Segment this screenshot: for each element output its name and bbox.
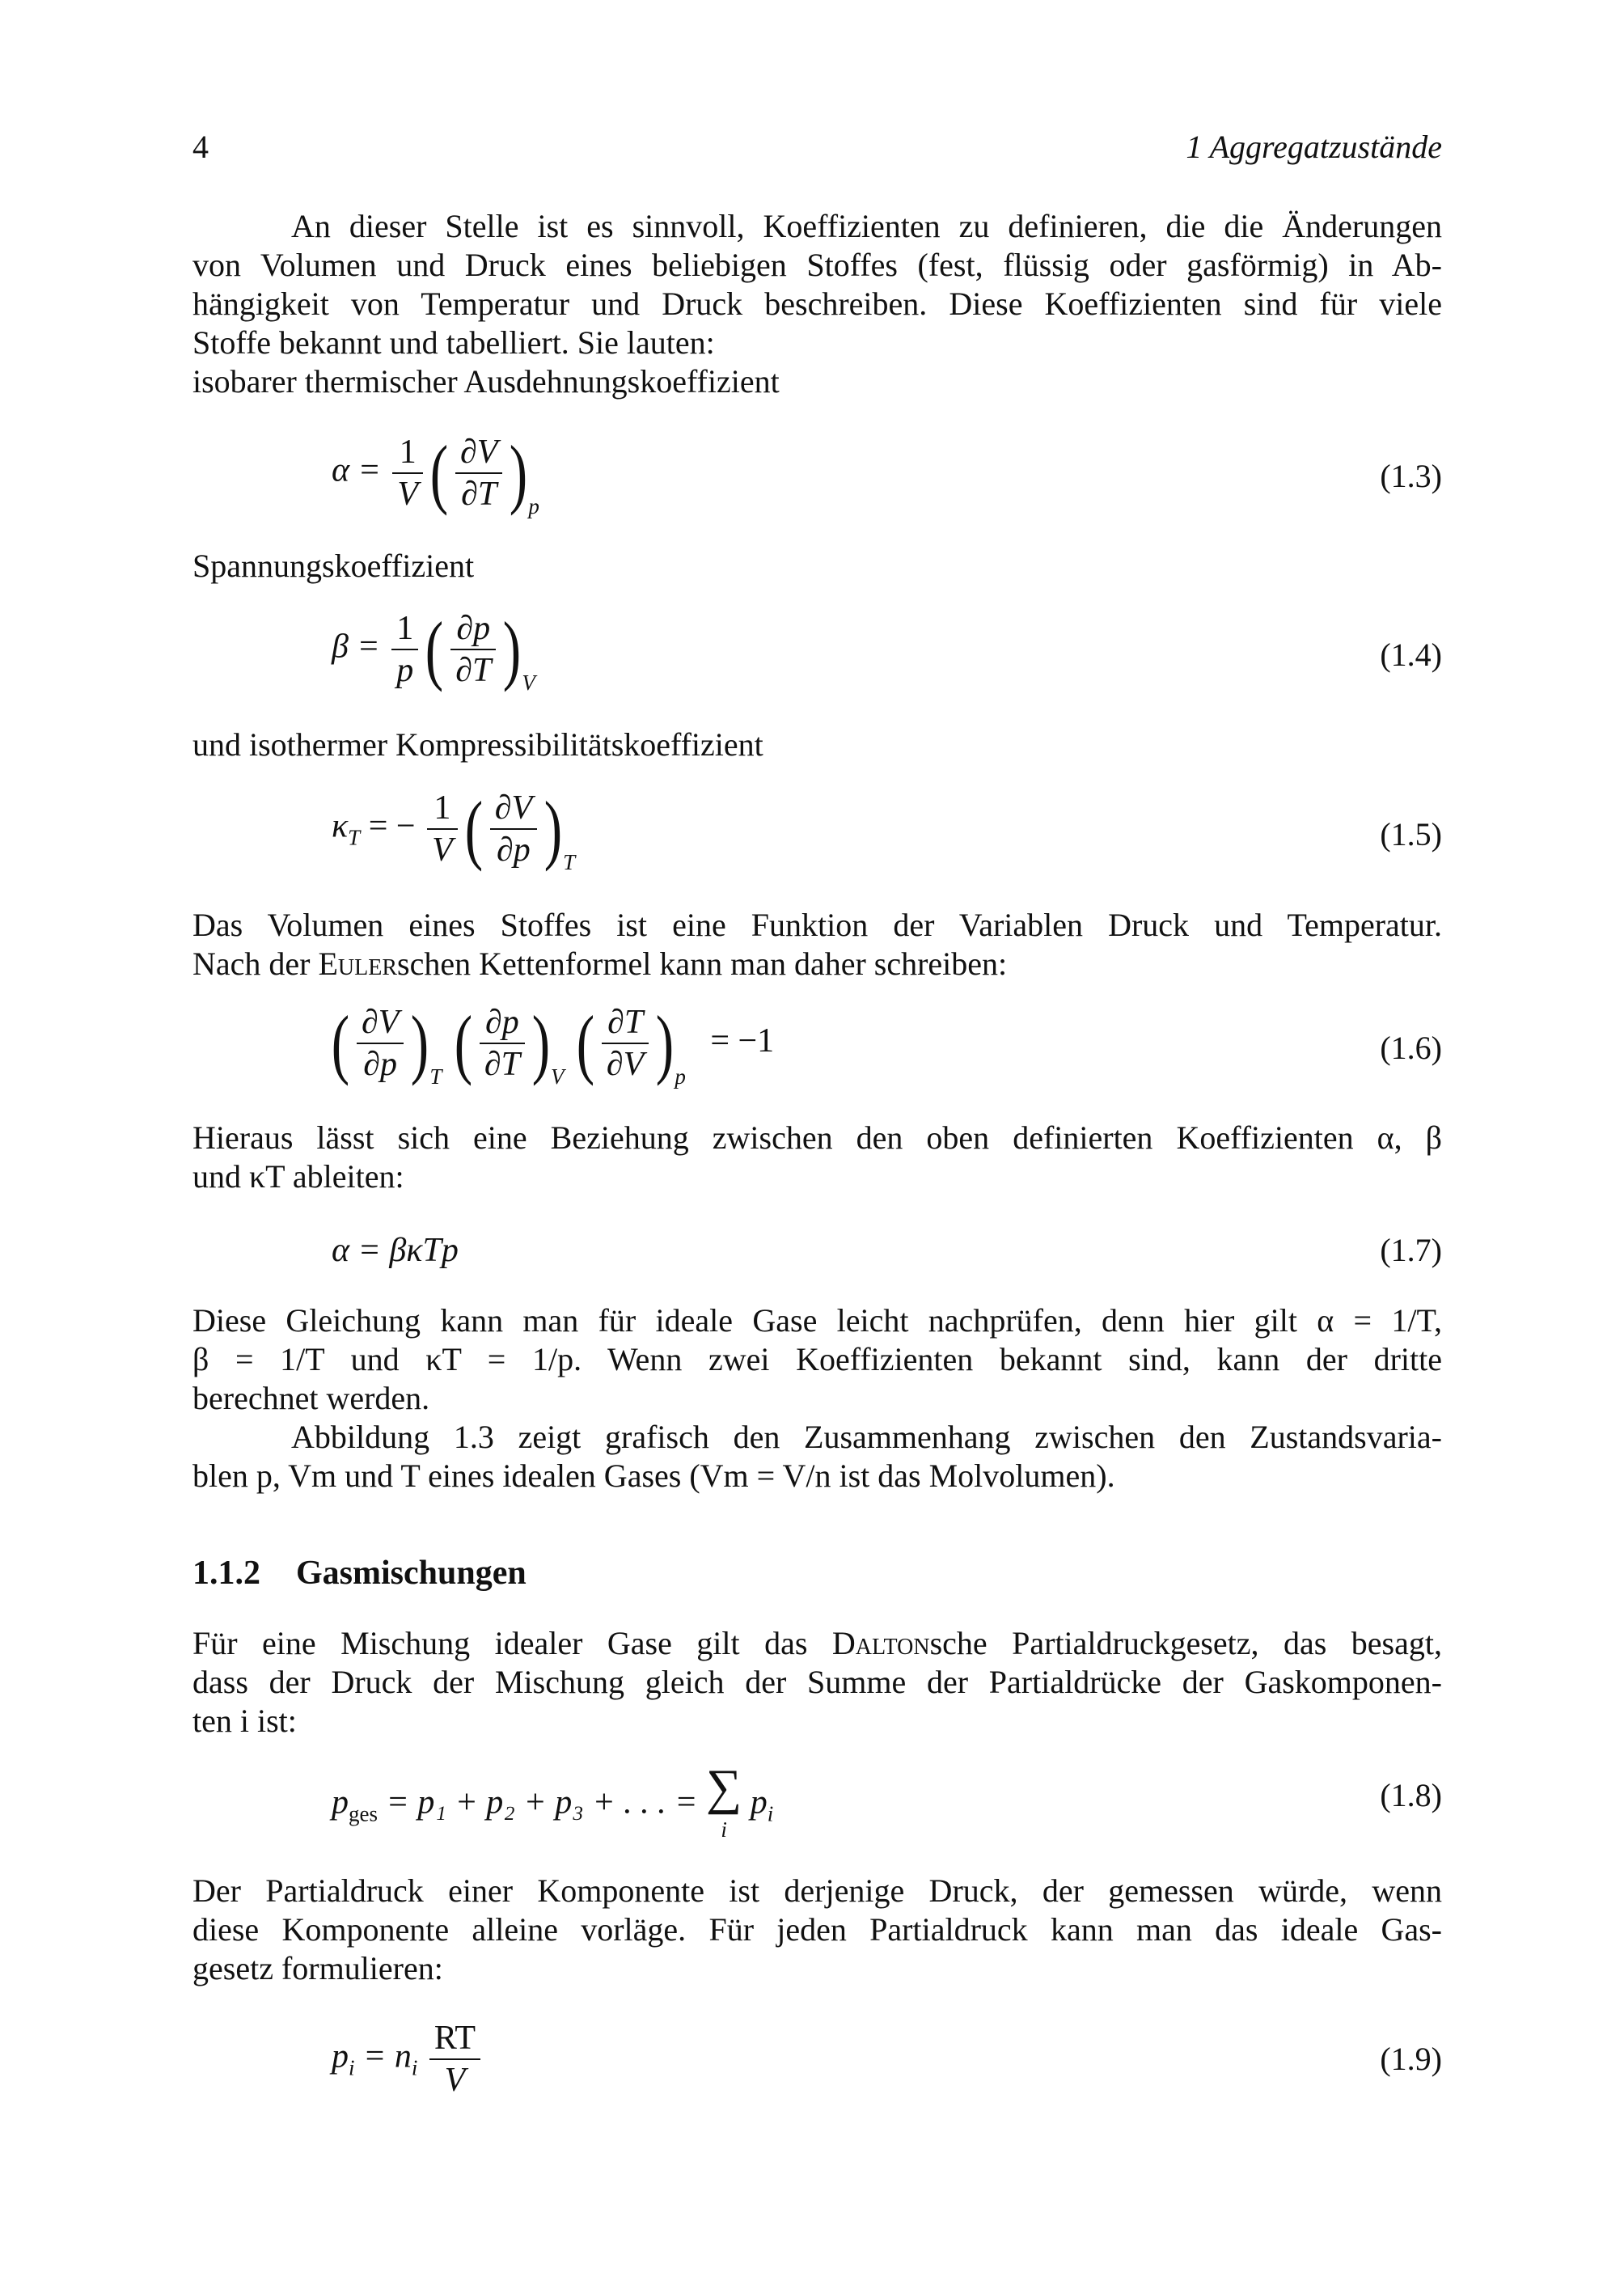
fraction bbox=[391, 608, 418, 691]
deriv-sub: p bbox=[528, 493, 539, 518]
left-paren: ( bbox=[576, 1000, 595, 1086]
para7-line1: Der Partialdruck einer Komponente ist derjenige Druck, der gemessen würde, wenn bbox=[192, 1872, 1442, 1909]
section-number: 1.1.2 bbox=[192, 1555, 260, 1592]
para3-line1: Hieraus lässt sich eine Beziehung zwischen den oben definierten Koeffizienten α, β bbox=[192, 1119, 1442, 1156]
section-title: Gasmischungen bbox=[296, 1555, 527, 1592]
eq-sign: = − bbox=[368, 807, 416, 845]
left-paren: ( bbox=[425, 606, 444, 692]
frac-num: 1 bbox=[391, 608, 418, 650]
para2-line2 bbox=[192, 945, 1442, 984]
para1-line1: An dieser Stelle ist es sinnvoll, Koeffizienten zu definieren, die die Änderungen bbox=[291, 208, 1442, 244]
para1-line2: von Volumen und Druck eines beliebigen Stoffes (fest, flüssig oder gasförmig) in Ab- bbox=[192, 247, 1442, 283]
equation-number: (1.7) bbox=[1380, 1232, 1442, 1268]
para4-line3: berechnet werden. bbox=[192, 1380, 430, 1416]
eq-lhs-sub: i bbox=[349, 2055, 355, 2080]
eq-sign-sub: i bbox=[411, 2055, 418, 2080]
eq-lhs: β = bbox=[332, 628, 380, 666]
para4-line1: Diese Gleichung kann man für ideale Gase leicht nachprüfen, denn hier gilt α = 1/T, bbox=[192, 1302, 1442, 1339]
eq-lhs-sub: T bbox=[348, 825, 361, 850]
right-paren: ) bbox=[503, 606, 522, 692]
text: Nach der bbox=[192, 946, 319, 982]
frac-den: V bbox=[397, 476, 419, 513]
para4-line2: β = 1/T und κT = 1/p. Wenn zwei Koeffizienten bekannt sind, kann der dritte bbox=[192, 1341, 1442, 1377]
deriv-num: ∂V bbox=[455, 432, 502, 474]
frac-den: V bbox=[444, 2062, 466, 2099]
deriv-sub: T bbox=[429, 1064, 442, 1089]
para1-line4: Stoffe bekannt und tabelliert. Sie lauten: bbox=[192, 324, 715, 361]
para6-line1 bbox=[192, 1624, 1442, 1663]
para5-line2: blen p, Vm und T eines idealen Gases (Vm = V/n ist das Molvolumen). bbox=[192, 1457, 1115, 1494]
equation-1-9 bbox=[332, 2018, 484, 2101]
deriv-den: ∂T bbox=[461, 476, 497, 513]
sum-symbol: ∑ bbox=[706, 1760, 742, 1815]
eq-lhs: p bbox=[332, 1783, 349, 1821]
frac-num: 1 bbox=[392, 432, 423, 474]
equation-number: (1.4) bbox=[1380, 637, 1442, 673]
para1-line5: isobarer thermischer Ausdehnungskoeffizient bbox=[192, 363, 780, 400]
deriv-num: ∂V bbox=[357, 1002, 404, 1044]
right-paren: ) bbox=[510, 429, 528, 516]
left-paren: ( bbox=[429, 429, 449, 516]
deriv-den: ∂T bbox=[455, 652, 492, 689]
name-euler: Euler bbox=[318, 946, 398, 982]
page-number: 4 bbox=[192, 129, 209, 165]
summation bbox=[706, 1760, 742, 1847]
eq-lhs-sub: ges bbox=[349, 1801, 378, 1826]
left-paren: ( bbox=[464, 785, 483, 872]
para7-line3: gesetz formulieren: bbox=[192, 1950, 443, 1986]
frac-den: p bbox=[396, 652, 414, 689]
right-paren: ) bbox=[411, 1000, 429, 1086]
deriv-num: ∂p bbox=[450, 608, 496, 650]
name-dalton: Dalton bbox=[831, 1625, 930, 1661]
label-kompressibilitaet: und isothermer Kompressibilitätskoeffizient bbox=[192, 726, 763, 763]
equation-number: (1.6) bbox=[1380, 1030, 1442, 1066]
eq-lhs: p bbox=[332, 2037, 349, 2075]
text: schen Kettenformel kann man daher schreiben: bbox=[397, 946, 1008, 982]
equation-number: (1.8) bbox=[1380, 1777, 1442, 1813]
equation-1-5 bbox=[332, 785, 575, 882]
para6-line3: ten i ist: bbox=[192, 1703, 297, 1739]
equation-1-7: α = βκTp bbox=[332, 1232, 459, 1269]
eq-lhs: α = bbox=[332, 451, 381, 489]
eq-sign: = n bbox=[363, 2037, 412, 2075]
deriv-num: ∂V bbox=[490, 788, 537, 830]
deriv-den: ∂p bbox=[497, 831, 531, 869]
chapter-title: 1 Aggregatzustände bbox=[1186, 129, 1442, 165]
equation-1-3 bbox=[332, 429, 539, 526]
deriv-sub: V bbox=[550, 1064, 565, 1089]
para7-line2: diese Komponente alleine vorläge. Für jeden Partialdruck kann man das ideale Gas- bbox=[192, 1911, 1442, 1948]
equation-number: (1.9) bbox=[1380, 2041, 1442, 2077]
derivative bbox=[450, 608, 496, 691]
derivative bbox=[602, 1002, 649, 1085]
eq-rhs: = −1 bbox=[710, 1022, 775, 1060]
section-heading bbox=[192, 1554, 527, 1593]
frac-num: 1 bbox=[427, 788, 458, 830]
deriv-den: ∂p bbox=[363, 1046, 398, 1083]
text: sche Partialdruckgesetz, das besagt, bbox=[929, 1625, 1442, 1661]
deriv-den: ∂T bbox=[484, 1046, 520, 1083]
equation-1-4 bbox=[332, 605, 535, 702]
left-paren: ( bbox=[331, 1000, 350, 1086]
para1-line3: hängigkeit von Temperatur und Druck beschreiben. Diese Koeffizienten sind für viele bbox=[192, 286, 1442, 322]
para3-line2: und κT ableiten: bbox=[192, 1158, 404, 1195]
right-paren: ) bbox=[543, 785, 563, 872]
para5-line1: Abbildung 1.3 zeigt grafisch den Zusammenhang zwischen den Zustandsvaria- bbox=[291, 1419, 1442, 1455]
deriv-num: ∂T bbox=[602, 1002, 649, 1044]
deriv-den: ∂V bbox=[606, 1046, 645, 1083]
deriv-sub: p bbox=[675, 1064, 686, 1089]
sum-term-sub: i bbox=[767, 1801, 774, 1826]
left-paren: ( bbox=[454, 1000, 473, 1086]
para6-line2: dass der Druck der Mischung gleich der Summe der Partialdrücke der Gaskomponen- bbox=[192, 1664, 1442, 1700]
fraction bbox=[429, 2018, 480, 2101]
para2-line1: Das Volumen eines Stoffes ist eine Funktion der Variablen Druck und Temperatur. bbox=[192, 907, 1442, 943]
equation-1-8 bbox=[332, 1760, 774, 1847]
label-spannungskoeffizient: Spannungskoeffizient bbox=[192, 548, 475, 584]
deriv-num: ∂p bbox=[480, 1002, 525, 1044]
deriv-sub: V bbox=[522, 670, 535, 695]
equation-number: (1.3) bbox=[1380, 458, 1442, 494]
sum-index: i bbox=[721, 1817, 727, 1842]
equation-1-6 bbox=[328, 999, 774, 1096]
right-paren: ) bbox=[531, 1000, 551, 1086]
frac-num: RT bbox=[429, 2018, 480, 2060]
eq-expr: = p₁ + p₂ + p₃ + . . . = bbox=[386, 1783, 698, 1821]
fraction bbox=[392, 432, 423, 514]
eq-lhs: κ bbox=[332, 807, 349, 845]
deriv-sub: T bbox=[563, 849, 576, 874]
sum-term: p bbox=[750, 1783, 768, 1821]
right-paren: ) bbox=[656, 1000, 675, 1086]
frac-den: V bbox=[432, 831, 453, 869]
derivative bbox=[455, 432, 502, 514]
derivative bbox=[480, 1002, 525, 1085]
fraction bbox=[427, 788, 458, 870]
equation-number: (1.5) bbox=[1380, 816, 1442, 852]
text: Für eine Mischung idealer Gase gilt das bbox=[192, 1625, 832, 1661]
derivative bbox=[357, 1002, 404, 1085]
derivative bbox=[490, 788, 537, 870]
